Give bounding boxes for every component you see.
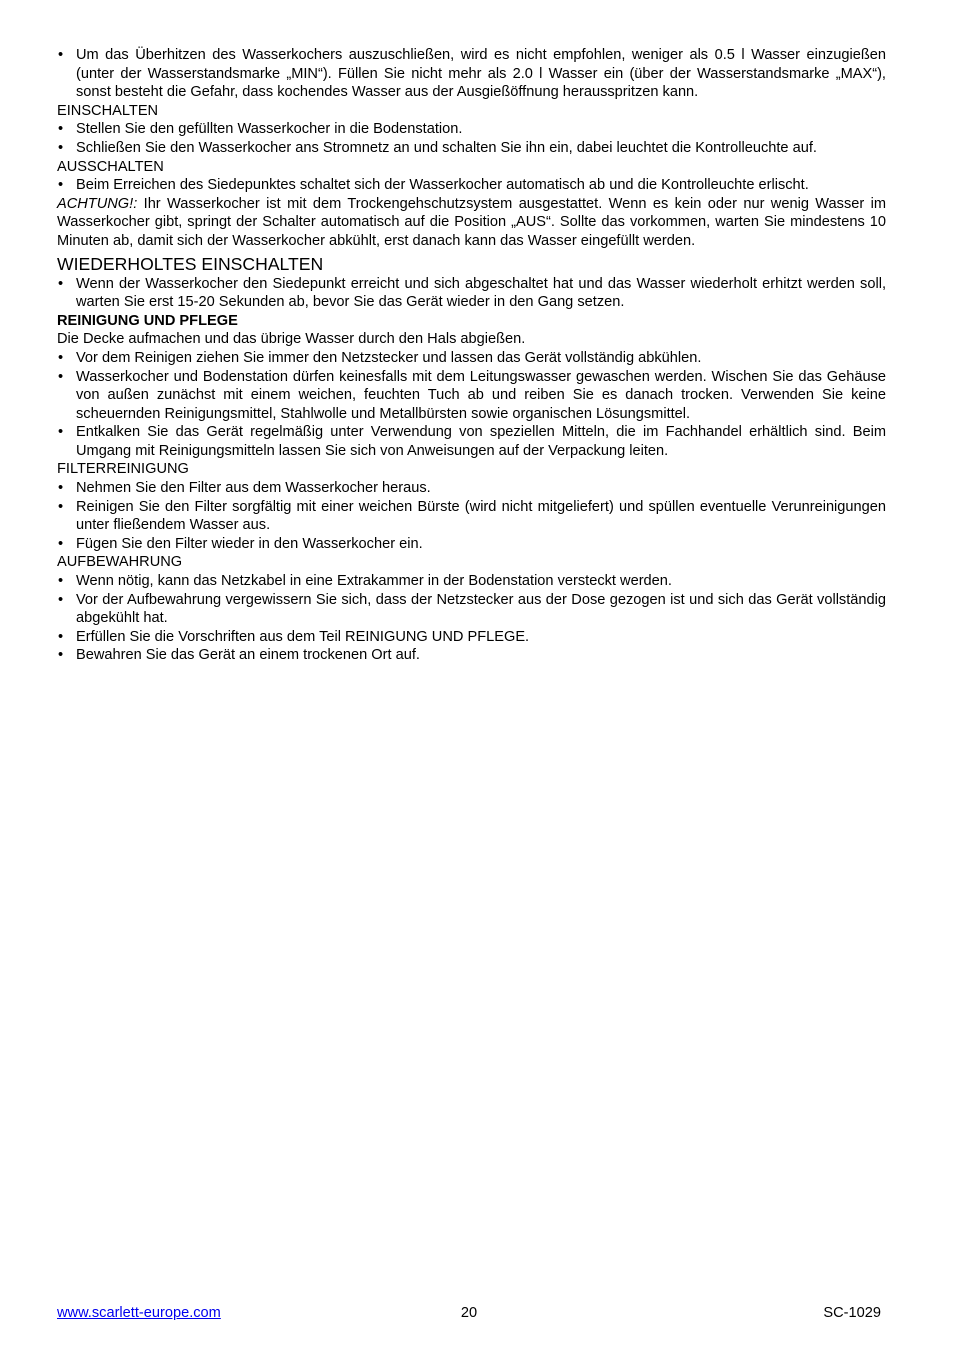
list-item: • Beim Erreichen des Siedepunktes schaltet sich der Wasserkocher automatisch ab und die Kontrolleuchte erlischt. xyxy=(57,176,886,195)
intro-list xyxy=(57,46,886,102)
list-item: • Erfüllen Sie die Vorschriften aus dem Teil REINIGUNG UND PFLEGE. xyxy=(57,628,886,647)
list-item: • Fügen Sie den Filter wieder in den Wasserkocher ein. xyxy=(57,535,886,554)
ausschalten-list xyxy=(57,176,886,195)
list-item: • Schließen Sie den Wasserkocher ans Stromnetz an und schalten Sie ihn ein, dabei leuchtet die Kontrolleuchte auf. xyxy=(57,139,886,158)
model-number: SC-1029 xyxy=(823,1305,881,1321)
section-heading-reinigung: REINIGUNG UND PFLEGE xyxy=(57,312,238,329)
section-heading-ausschalten: AUSSCHALTEN xyxy=(57,158,164,175)
list-item: • Nehmen Sie den Filter aus dem Wasserkocher heraus. xyxy=(57,479,886,498)
warning-text: Ihr Wasserkocher ist mit dem Trockengehschutzsystem ausgestattet. Wenn es kein oder nur wenig Wasser im Wasserkocher gibt, springt der Schalter automatisch auf die Position „AUS“. Sollte das vorkommen, warten Sie mindestens 10 Minuten ab, damit sich der Wasserkocher abkühlt, erst danach kann das Wasser eingefüllt werden. xyxy=(57,195,886,249)
list-item: • Wasserkocher und Bodenstation dürfen keinesfalls mit dem Leitungswasser gewaschen werden. Wischen Sie das Gehäuse von außen zunächst mit einem weichen, feuchten Tuch ab und reiben Sie es danach trocken. Verwenden Sie keine scheuernden Reinigungsmittel, Stahlwolle und Metallbürsten sowie organischen Lösungsmittel. xyxy=(57,368,886,424)
list-item: • Stellen Sie den gefüllten Wasserkocher in die Bodenstation. xyxy=(57,120,886,139)
list-item: • Bewahren Sie das Gerät an einem trockenen Ort auf. xyxy=(57,646,886,665)
list-item: • Entkalken Sie das Gerät regelmäßig unter Verwendung von speziellen Mitteln, die im Fachhandel erhältlich sind. Beim Umgang mit Reinigungsmitteln lassen Sie sich von Anweisungen auf der Verpackung leiten. xyxy=(57,423,886,460)
section-heading-einschalten: EINSCHALTEN xyxy=(57,102,159,119)
list-item: • Wenn der Wasserkocher den Siedepunkt erreicht und sich abgeschaltet hat und das Wasser wiederholt erhitzt werden soll, warten Sie erst 15-20 Sekunden ab, bevor Sie das Gerät wieder in den Gang setzen. xyxy=(57,275,886,312)
section-heading-filter: FILTERREINIGUNG xyxy=(57,461,189,478)
document-page xyxy=(57,46,886,665)
reinigung-intro: Die Decke aufmachen und das übrige Wasser durch den Hals abgießen. xyxy=(57,331,526,348)
list-item: • Wenn nötig, kann das Netzkabel in eine Extrakammer in der Bodenstation versteckt werden. xyxy=(57,572,886,591)
website-link[interactable]: www.scarlett-europe.com xyxy=(57,1305,221,1321)
page-footer xyxy=(57,1303,881,1323)
warning-paragraph xyxy=(57,195,886,251)
einschalten-list xyxy=(57,120,886,157)
warning-label: ACHTUNG!: xyxy=(57,195,138,212)
filter-list xyxy=(57,479,886,553)
aufbewahrung-list xyxy=(57,572,886,665)
list-item: • Vor dem Reinigen ziehen Sie immer den Netzstecker und lassen das Gerät vollständig abkühlen. xyxy=(57,349,886,368)
page-number: 20 xyxy=(460,1305,478,1321)
list-item: • Um das Überhitzen des Wasserkochers auszuschließen, wird es nicht empfohlen, weniger als 0.5 l Wasser einzugießen (unter der Wasserstandsmarke „MIN“). Füllen Sie nicht mehr als 2.0 l Wasser ein (über der Wasserstandsmarke „MAX“), sonst besteht die Gefahr, dass kochendes Wasser aus der Ausgießöffnung herausspritzen kann. xyxy=(57,46,886,102)
list-item: • Vor der Aufbewahrung vergewissern Sie sich, dass der Netzstecker aus der Dose gezogen ist und sich das Gerät vollständig abgekühlt hat. xyxy=(57,591,886,628)
wiederholtes-list xyxy=(57,275,886,312)
reinigung-list xyxy=(57,349,886,461)
section-heading-aufbewahrung: AUFBEWAHRUNG xyxy=(57,554,183,571)
section-heading-wiederholtes: WIEDERHOLTES EINSCHALTEN xyxy=(57,253,324,274)
list-item: • Reinigen Sie den Filter sorgfältig mit einer weichen Bürste (wird nicht mitgeliefert) und spüllen eventuelle Verunreinigungen unter fließendem Wasser aus. xyxy=(57,498,886,535)
